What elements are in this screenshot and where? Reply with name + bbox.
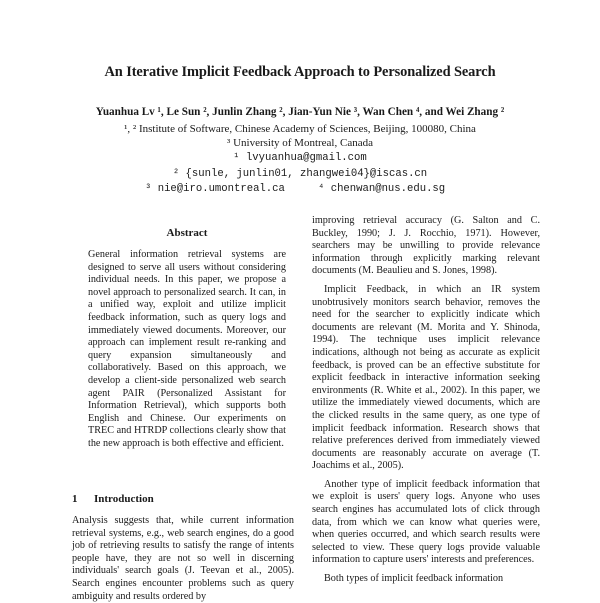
right-paragraph-1: improving retrieval accuracy (G. Salton and C. Buckley, 1990; J. J. Rocchio, 1971). However, searchers may be unwilling to provide relevance information through explicitly marking relevant documents (M. Beaulieu and S. Jones, 1998).: [312, 215, 540, 277]
author-list: Yuanhua Lv ¹, Le Sun ², Junlin Zhang ², Jian-Yun Nie ³, Wan Chen ⁴, and Wei Zhang ²: [95, 106, 505, 118]
abstract-text: General information retrieval systems are designed to serve all users without considering individual needs. In this paper, we propose a novel approach to personalized search. It can, in a unified way, exploit and utilize implicit feedback information, such as query logs and immediately viewed documents. Moreover, our approach can implement result re-ranking and query expansion simultaneously and collaboratively. Based on this approach, we develop a client-side personalized web search agent PAIR (Personalized Assistant for Information Retrieval), which supports both English and Chinese. Our experiments on TREC and HTRDP collections clearly show that the new approach is both effective and efficient.: [88, 249, 286, 449]
section-number: 1: [72, 493, 78, 505]
affiliation-2: ³ University of Montreal, Canada: [227, 137, 373, 149]
abstract-section: [88, 227, 286, 451]
email-4: ⁴ chenwan@nus.edu.sg: [318, 183, 446, 195]
right-paragraph-2: Implicit Feedback, in which an IR system unobtrusively monitors search behavior, removes the need for the searcher to explicitly indicate which documents are relevant (M. Morita and Y. Shinoda, 1994). The technique uses implicit relevance indications, although not being as accurate as explicit feedback, is proved can be an effective substitute for explicit feedback in interactive information seeking environments (R. White et al., 2002). In this paper, we utilize the immediately viewed documents, which are the clicked results in the same query, as one type of implicit feedback information. Research shows that relative preferences derived from immediately viewed documents are reasonably accurate on average (T. Joachims et al., 2005).: [312, 283, 540, 472]
email-2: ² {sunle, junlin01, zhangwei04}@iscas.cn: [172, 168, 428, 180]
paper-title: An Iterative Implicit Feedback Approach to Personalized Search: [104, 64, 496, 80]
email-3: ³ nie@iro.umontreal.ca: [145, 183, 285, 195]
affiliation-1: ¹, ² Institute of Software, Chinese Academy of Sciences, Beijing, 100080, China: [124, 123, 476, 135]
right-paragraph-3: Another type of implicit feedback information that we exploit is users' query logs. Anyone who uses search engines has accumulated lots of click through data, from which we can know what queries were, when queries occurred, and which search results were selected to view. These query logs provide valuable information to capture users' interests and preferences.: [312, 478, 540, 566]
abstract-heading: Abstract: [166, 227, 208, 239]
section-title: Introduction: [94, 493, 154, 505]
right-column: [312, 215, 540, 586]
introduction-heading: [72, 493, 154, 505]
email-1: ¹ lvyuanhua@gmail.com: [233, 152, 367, 164]
right-paragraph-4: Both types of implicit feedback information: [324, 573, 504, 585]
introduction-text: Analysis suggests that, while current information retrieval systems, e.g., web search engines, do a good job of retrieving results to satisfy the range of intents people have, they are not so well in discerning individuals' search goals (J. Teevan et al., 2005). Search engines encounter problems such as query ambiguity and results ordered by: [72, 515, 294, 602]
